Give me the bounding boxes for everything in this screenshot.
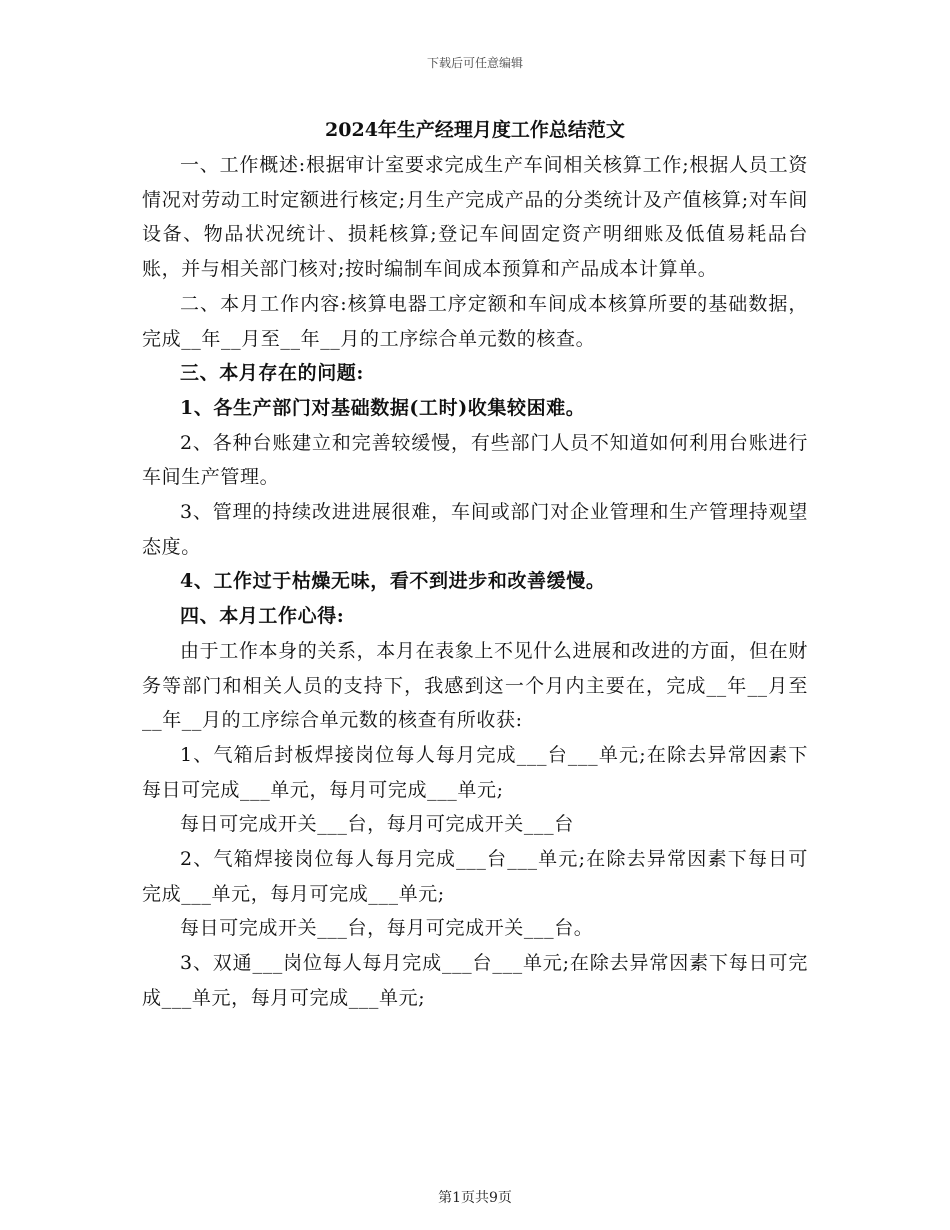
insight-item-1: 1、气箱后封板焊接岗位每人每月完成___台___单元;在除去异常因素下每日可完成___单元，每月可完成___单元; <box>142 743 808 801</box>
insight-item-2: 2、气箱焊接岗位每人每月完成___台___单元;在除去异常因素下每日可完成___单元，每月可完成___单元; <box>142 848 808 905</box>
insight-item-1-switches: 每日可完成开关___台，每月可完成开关___台 <box>180 813 574 836</box>
problem-item-1: 1、各生产部门对基础数据(工时)收集较困难。 <box>180 396 586 419</box>
document-title: 2024年生产经理月度工作总结范文 <box>325 119 625 141</box>
page-header: 下载后可任意编辑 <box>426 56 523 70</box>
problem-item-4: 4、工作过于枯燥无味，看不到进步和改善缓慢。 <box>180 570 606 593</box>
insight-item-2-switches: 每日可完成开关___台，每月可完成开关___台。 <box>180 917 594 940</box>
page-footer: 第1页共9页 <box>438 1190 512 1206</box>
insight-item-3: 3、双通___岗位每人每月完成___台___单元;在除去异常因素下每日可完成___单元，每月可完成___单元; <box>142 952 808 1009</box>
paragraph-content: 二、本月工作内容:核算电器工序定额和车间成本核算所要的基础数据，完成__年__月至__年__月的工序综合单元数的核查。 <box>142 292 808 350</box>
heading-insights: 四、本月工作心得: <box>180 605 345 628</box>
paragraph-overview: 一、工作概述:根据审计室要求完成生产车间相关核算工作;根据人员工资情况对劳动工时定额进行核定;月生产完成产品的分类统计及产值核算;对车间设备、物品状况统计、损耗核算;登记车间固定资产明细账及低值易耗品台账，并与相关部门核对;按时编制车间成本预算和产品成本计算单。 <box>142 154 808 281</box>
problem-item-2: 2、各种台账建立和完善较缓慢，有些部门人员不知道如何利用台账进行车间生产管理。 <box>142 431 808 489</box>
document-body <box>142 148 808 1016</box>
paragraph-insights: 由于工作本身的关系，本月在表象上不见什么进展和改进的方面，但在财务等部门和相关人员的支持下，我感到这一个月内主要在，完成__年__月至__年__月的工序综合单元数的核查有所收获: <box>142 639 808 732</box>
problem-item-3: 3、管理的持续改进进展很难，车间或部门对企业管理和生产管理持观望态度。 <box>142 501 808 558</box>
heading-problems: 三、本月存在的问题: <box>180 362 365 385</box>
